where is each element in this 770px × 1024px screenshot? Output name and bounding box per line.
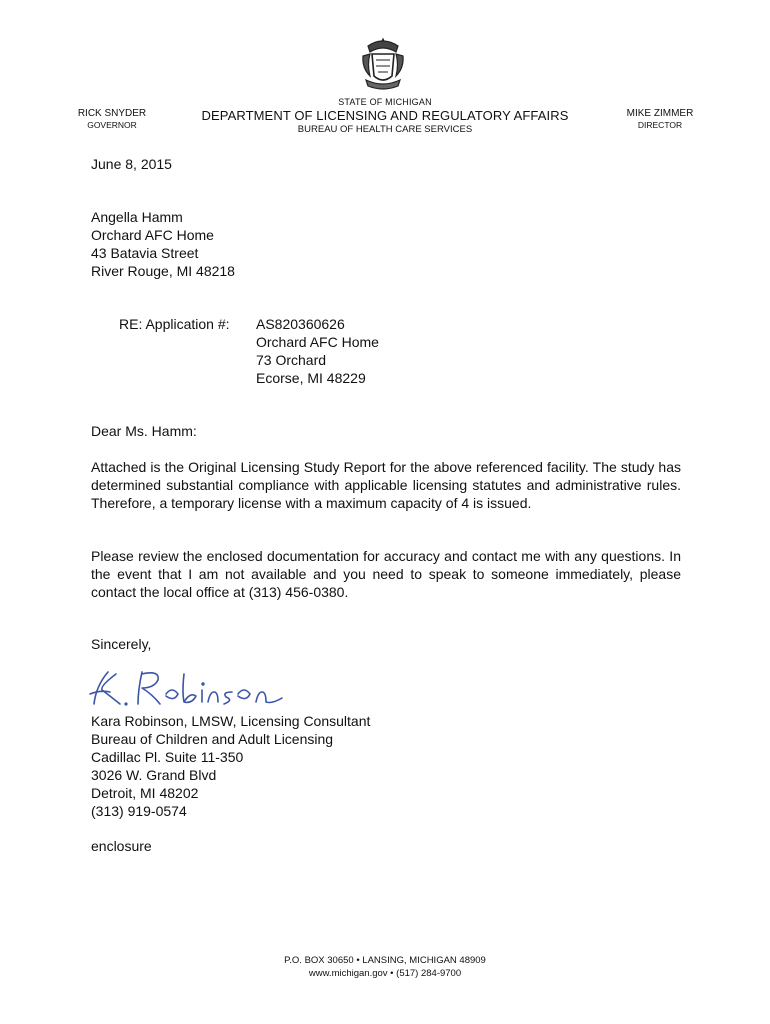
state-seal-icon — [358, 36, 408, 94]
bureau-name: BUREAU OF HEALTH CARE SERVICES — [297, 124, 473, 135]
recipient-street: 43 Batavia Street — [91, 245, 199, 261]
re-label: RE: Application #: — [119, 316, 230, 332]
director-name: MIKE ZIMMER — [626, 108, 694, 119]
signer-city: Detroit, MI 48202 — [91, 785, 199, 801]
handwritten-signature — [86, 664, 306, 712]
letter-date: June 8, 2015 — [91, 156, 172, 172]
facility-name: Orchard AFC Home — [256, 334, 379, 350]
signer-suite: Cadillac Pl. Suite 11-350 — [91, 749, 244, 765]
recipient-address — [91, 208, 235, 280]
department-name: DEPARTMENT OF LICENSING AND REGULATORY AFFAIRS — [201, 108, 569, 123]
signer-phone: (313) 919-0574 — [91, 803, 187, 819]
recipient-city: River Rouge, MI 48218 — [91, 263, 235, 279]
signer-street: 3026 W. Grand Blvd — [91, 767, 217, 783]
signer-block — [91, 712, 370, 820]
governor-title: GOVERNOR — [87, 120, 137, 130]
governor-name: RICK SNYDER — [77, 108, 147, 119]
enclosure-note: enclosure — [91, 838, 152, 854]
state-name: STATE OF MICHIGAN — [338, 97, 432, 107]
facility-street: 73 Orchard — [256, 352, 327, 368]
facility-city: Ecorse, MI 48229 — [256, 370, 366, 386]
re-details — [256, 315, 379, 387]
signer-name: Kara Robinson, LMSW, Licensing Consultant — [91, 713, 371, 729]
recipient-name: Angella Hamm — [91, 209, 183, 225]
signer-bureau: Bureau of Children and Adult Licensing — [91, 731, 334, 747]
application-number: AS820360626 — [256, 316, 345, 332]
footer-address: P.O. BOX 30650 • LANSING, MICHIGAN 48909 — [284, 955, 486, 966]
salutation: Dear Ms. Hamm: — [91, 423, 197, 439]
closing: Sincerely, — [91, 636, 152, 652]
paragraph-2: Please review the enclosed documentation for accuracy and contact me with any questions. In the event that I am not available and you need to speak to someone immediately, please contact the local office at (313) 456-0380. — [91, 548, 681, 600]
paragraph-1: Attached is the Original Licensing Study Report for the above referenced facility. The study has determined substantial compliance with applicable licensing statutes and administrative rules. Therefore, a temporary license with a maximum capacity of 4 is issued. — [91, 459, 681, 511]
footer-contact: www.michigan.gov • (517) 284-9700 — [308, 968, 462, 979]
director-title: DIRECTOR — [637, 120, 683, 130]
recipient-organization: Orchard AFC Home — [91, 227, 214, 243]
